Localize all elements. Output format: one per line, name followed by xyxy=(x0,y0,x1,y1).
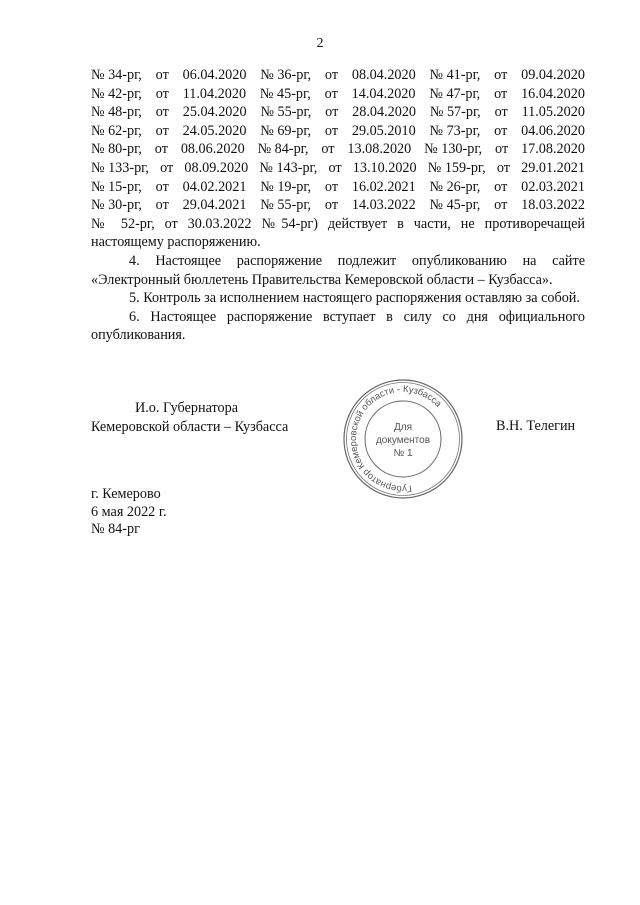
reference-line xyxy=(91,66,585,85)
reference-token: 16.02.2021 xyxy=(351,178,416,195)
reference-token: 02.03.2021 xyxy=(521,178,585,195)
reference-token: № 41-рг, xyxy=(429,67,481,83)
reference-token: № 48-рг, xyxy=(91,104,142,121)
reference-token: 09.04.2020 xyxy=(521,67,585,83)
footer-number: № 84-рг xyxy=(91,521,140,538)
reference-line xyxy=(91,85,585,104)
reference-token: № 36-рг, xyxy=(260,67,312,83)
reference-token: 13.08.2020 xyxy=(347,141,412,158)
reference-token: 16.04.2020 xyxy=(521,85,585,102)
reference-token: № 34-рг, xyxy=(91,67,142,83)
reference-token: № 55-рг, xyxy=(260,104,312,121)
reference-line xyxy=(91,196,585,215)
reference-token: 08.09.2020 xyxy=(184,159,249,176)
reference-token: от xyxy=(324,85,338,102)
reference-token: № 55-рг, xyxy=(260,197,312,214)
reference-token: от xyxy=(494,178,508,195)
reference-token: 29.01.2021 xyxy=(521,159,585,176)
reference-token: от xyxy=(494,122,508,139)
reference-token: 28.04.2020 xyxy=(352,104,416,121)
reference-token: 24.05.2020 xyxy=(182,122,247,139)
document-body xyxy=(91,66,585,345)
reference-token: 17.08.2020 xyxy=(521,141,585,158)
reference-token: № 42-рг, xyxy=(91,85,142,102)
reference-token: от xyxy=(324,178,339,195)
reference-token: от xyxy=(494,67,508,83)
reference-token: № 143-рг, xyxy=(259,159,318,176)
reference-token: от xyxy=(160,159,174,176)
reference-token: от xyxy=(325,104,339,121)
reference-token: от xyxy=(155,122,169,139)
reference-token: 08.06.2020 xyxy=(180,141,245,158)
stamp-center-line1: Для xyxy=(393,422,413,433)
reference-token: № 62-рг, xyxy=(91,122,142,139)
reference-token: № 130-рг, xyxy=(424,141,483,158)
reference-token: № 133-рг, xyxy=(91,159,149,176)
reference-token: № 19-рг, xyxy=(260,178,312,195)
paragraph-5-control: 5. Контроль за исполнением настоящего распоряжения оставляю за собой. xyxy=(129,290,580,307)
reference-token: от xyxy=(155,67,169,83)
reference-token: 14.04.2020 xyxy=(351,85,416,102)
reference-token: 11.05.2020 xyxy=(521,104,585,121)
reference-line xyxy=(91,103,585,122)
reference-token: 04.06.2020 xyxy=(521,122,585,139)
reference-tail-paragraph: № 52-рг, от 30.03.2022 №54-рг) действует в части, не противоречащей настоящему распоряжению. xyxy=(91,215,585,251)
signature-title-line2: Кемеровской области – Кузбасса xyxy=(91,419,289,435)
paragraph-6-effective: 6. Настоящее распоряжение вступает в силу со дня официального опубликования. xyxy=(91,308,585,344)
reference-token: 13.10.2020 xyxy=(352,159,417,176)
reference-line xyxy=(91,159,585,178)
reference-token: № 84-рг, xyxy=(257,141,309,158)
reference-token: № 57-рг, xyxy=(429,104,481,121)
reference-token: от xyxy=(494,104,508,121)
signer-name: В.Н. Телегин xyxy=(496,418,576,434)
reference-token: от xyxy=(154,141,168,158)
reference-token: от xyxy=(155,197,169,214)
reference-token: № 26-рг, xyxy=(429,178,481,195)
reference-token: от xyxy=(155,104,169,121)
reference-token: 25.04.2020 xyxy=(182,104,247,121)
reference-token: от xyxy=(494,197,508,214)
reference-token: № 47-рг, xyxy=(429,85,481,102)
document-footer xyxy=(91,486,167,539)
reference-token: от xyxy=(496,159,510,176)
reference-token: 04.02.2021 xyxy=(182,178,247,195)
page-number: 2 xyxy=(316,36,324,51)
reference-token: 11.04.2020 xyxy=(182,85,247,102)
stamp-center-line3: № 1 xyxy=(393,448,413,459)
reference-token: от xyxy=(155,178,169,195)
reference-token: 29.04.2021 xyxy=(182,197,247,214)
reference-token: № 45-рг, xyxy=(259,85,311,102)
paragraph-4-publication: 4. Настоящее распоряжение подлежит опубликованию на сайте «Электронный бюллетень Правительства Кемеровской области – Кузбасса». xyxy=(91,252,585,288)
reference-token: от xyxy=(494,85,508,102)
reference-line xyxy=(91,140,585,159)
reference-token: 08.04.2020 xyxy=(351,67,416,83)
reference-token: от xyxy=(324,67,339,83)
reference-token: № 159-рг, xyxy=(427,159,486,176)
reference-token: № 45-рг, xyxy=(429,197,481,214)
reference-list xyxy=(91,66,585,215)
reference-token: от xyxy=(321,141,335,158)
reference-token: № 15-рг, xyxy=(91,178,142,195)
reference-token: № 73-рг, xyxy=(429,122,481,139)
reference-line xyxy=(91,122,585,141)
reference-line xyxy=(91,178,585,197)
reference-token: № 30-рг, xyxy=(91,197,142,214)
footer-date: 6 мая 2022 г. xyxy=(91,503,167,520)
signature-title-line1: И.о. Губернатора xyxy=(135,400,238,416)
reference-token: 18.03.2022 xyxy=(521,197,585,214)
stamp-ring-text: Губернатор Кемеровской области - Кузбасса xyxy=(346,382,445,496)
footer-city: г. Кемерово xyxy=(91,486,161,502)
reference-token: № 80-рг, xyxy=(91,141,142,158)
reference-token: от xyxy=(324,122,339,139)
reference-token: от xyxy=(495,141,509,158)
reference-token: 14.03.2022 xyxy=(351,197,416,214)
reference-token: 06.04.2020 xyxy=(182,67,247,83)
reference-token: от xyxy=(328,159,342,176)
stamp-center-line2: документов xyxy=(375,435,431,446)
reference-token: № 69-рг, xyxy=(260,122,312,139)
reference-token: от xyxy=(155,85,169,102)
reference-token: 29.05.2010 xyxy=(351,122,416,139)
official-seal-stamp xyxy=(341,377,465,501)
reference-token: от xyxy=(324,197,339,214)
